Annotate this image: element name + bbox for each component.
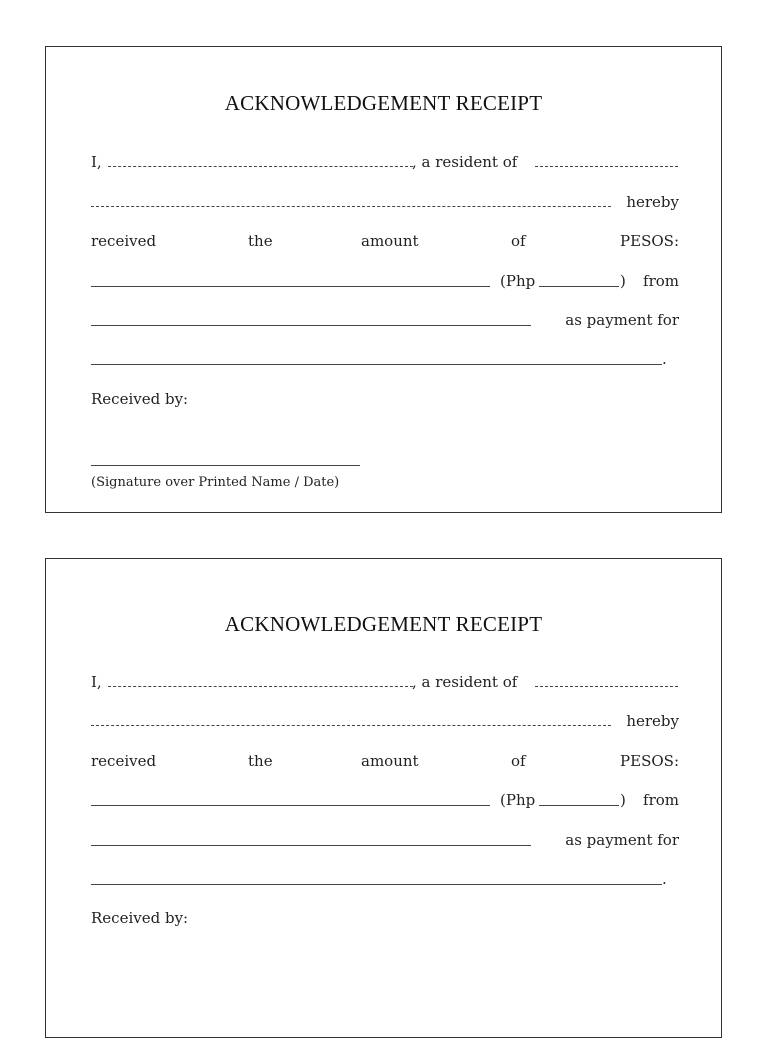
signature-caption: (Signature over Printed Name / Date) <box>91 475 340 490</box>
residence-blank-continued[interactable] <box>91 725 611 726</box>
amount-words-blank[interactable] <box>91 286 490 287</box>
hereby-label: hereby <box>626 712 679 730</box>
resident-line <box>91 672 679 692</box>
php-amount-blank[interactable] <box>539 805 619 806</box>
residence-blank[interactable] <box>535 166 678 167</box>
resident-of-label: , a resident of <box>412 673 518 691</box>
from-label: from <box>643 791 679 809</box>
receipt-card <box>45 46 722 513</box>
purpose-blank[interactable] <box>91 364 662 365</box>
receipt-title: ACKNOWLEDGEMENT RECEIPT <box>224 612 543 636</box>
php-amount-blank[interactable] <box>539 286 619 287</box>
payment-line <box>91 310 679 330</box>
received-by-label: Received by: <box>91 909 189 927</box>
residence-blank[interactable] <box>535 686 678 687</box>
amount-line <box>91 231 679 251</box>
period: . <box>662 350 667 368</box>
payer-blank[interactable] <box>91 325 531 326</box>
php-close-label: ) <box>620 272 626 290</box>
resident-of-label: , a resident of <box>412 153 518 171</box>
received-by-line <box>91 908 679 928</box>
word-of: of <box>511 752 526 770</box>
word-amount: amount <box>361 752 419 770</box>
php-line <box>91 790 679 810</box>
purpose-line <box>91 349 679 369</box>
period: . <box>662 870 667 888</box>
word-amount: amount <box>361 232 419 250</box>
hereby-line <box>91 192 679 212</box>
i-label: I, <box>91 153 102 171</box>
amount-line <box>91 751 679 771</box>
word-of: of <box>511 232 526 250</box>
from-label: from <box>643 272 679 290</box>
payer-blank[interactable] <box>91 845 531 846</box>
receipt-card <box>45 558 722 1038</box>
received-by-line <box>91 389 679 409</box>
word-pesos: PESOS: <box>620 232 679 250</box>
word-the: the <box>248 752 273 770</box>
word-the: the <box>248 232 273 250</box>
word-received: received <box>91 752 157 770</box>
receipt-title: ACKNOWLEDGEMENT RECEIPT <box>224 91 543 115</box>
as-payment-for-label: as payment for <box>565 831 679 849</box>
i-label: I, <box>91 673 102 691</box>
word-pesos: PESOS: <box>620 752 679 770</box>
as-payment-for-label: as payment for <box>565 311 679 329</box>
purpose-line <box>91 869 679 889</box>
signature-line[interactable] <box>91 465 360 466</box>
name-blank[interactable] <box>108 166 413 167</box>
hereby-label: hereby <box>626 193 679 211</box>
purpose-blank[interactable] <box>91 884 662 885</box>
php-open-label: (Php <box>500 791 536 809</box>
name-blank[interactable] <box>108 686 413 687</box>
php-close-label: ) <box>620 791 626 809</box>
resident-line <box>91 152 679 172</box>
received-by-label: Received by: <box>91 390 189 408</box>
residence-blank-continued[interactable] <box>91 206 611 207</box>
php-open-label: (Php <box>500 272 536 290</box>
amount-words-blank[interactable] <box>91 805 490 806</box>
hereby-line <box>91 711 679 731</box>
php-line <box>91 271 679 291</box>
word-received: received <box>91 232 157 250</box>
payment-line <box>91 830 679 850</box>
